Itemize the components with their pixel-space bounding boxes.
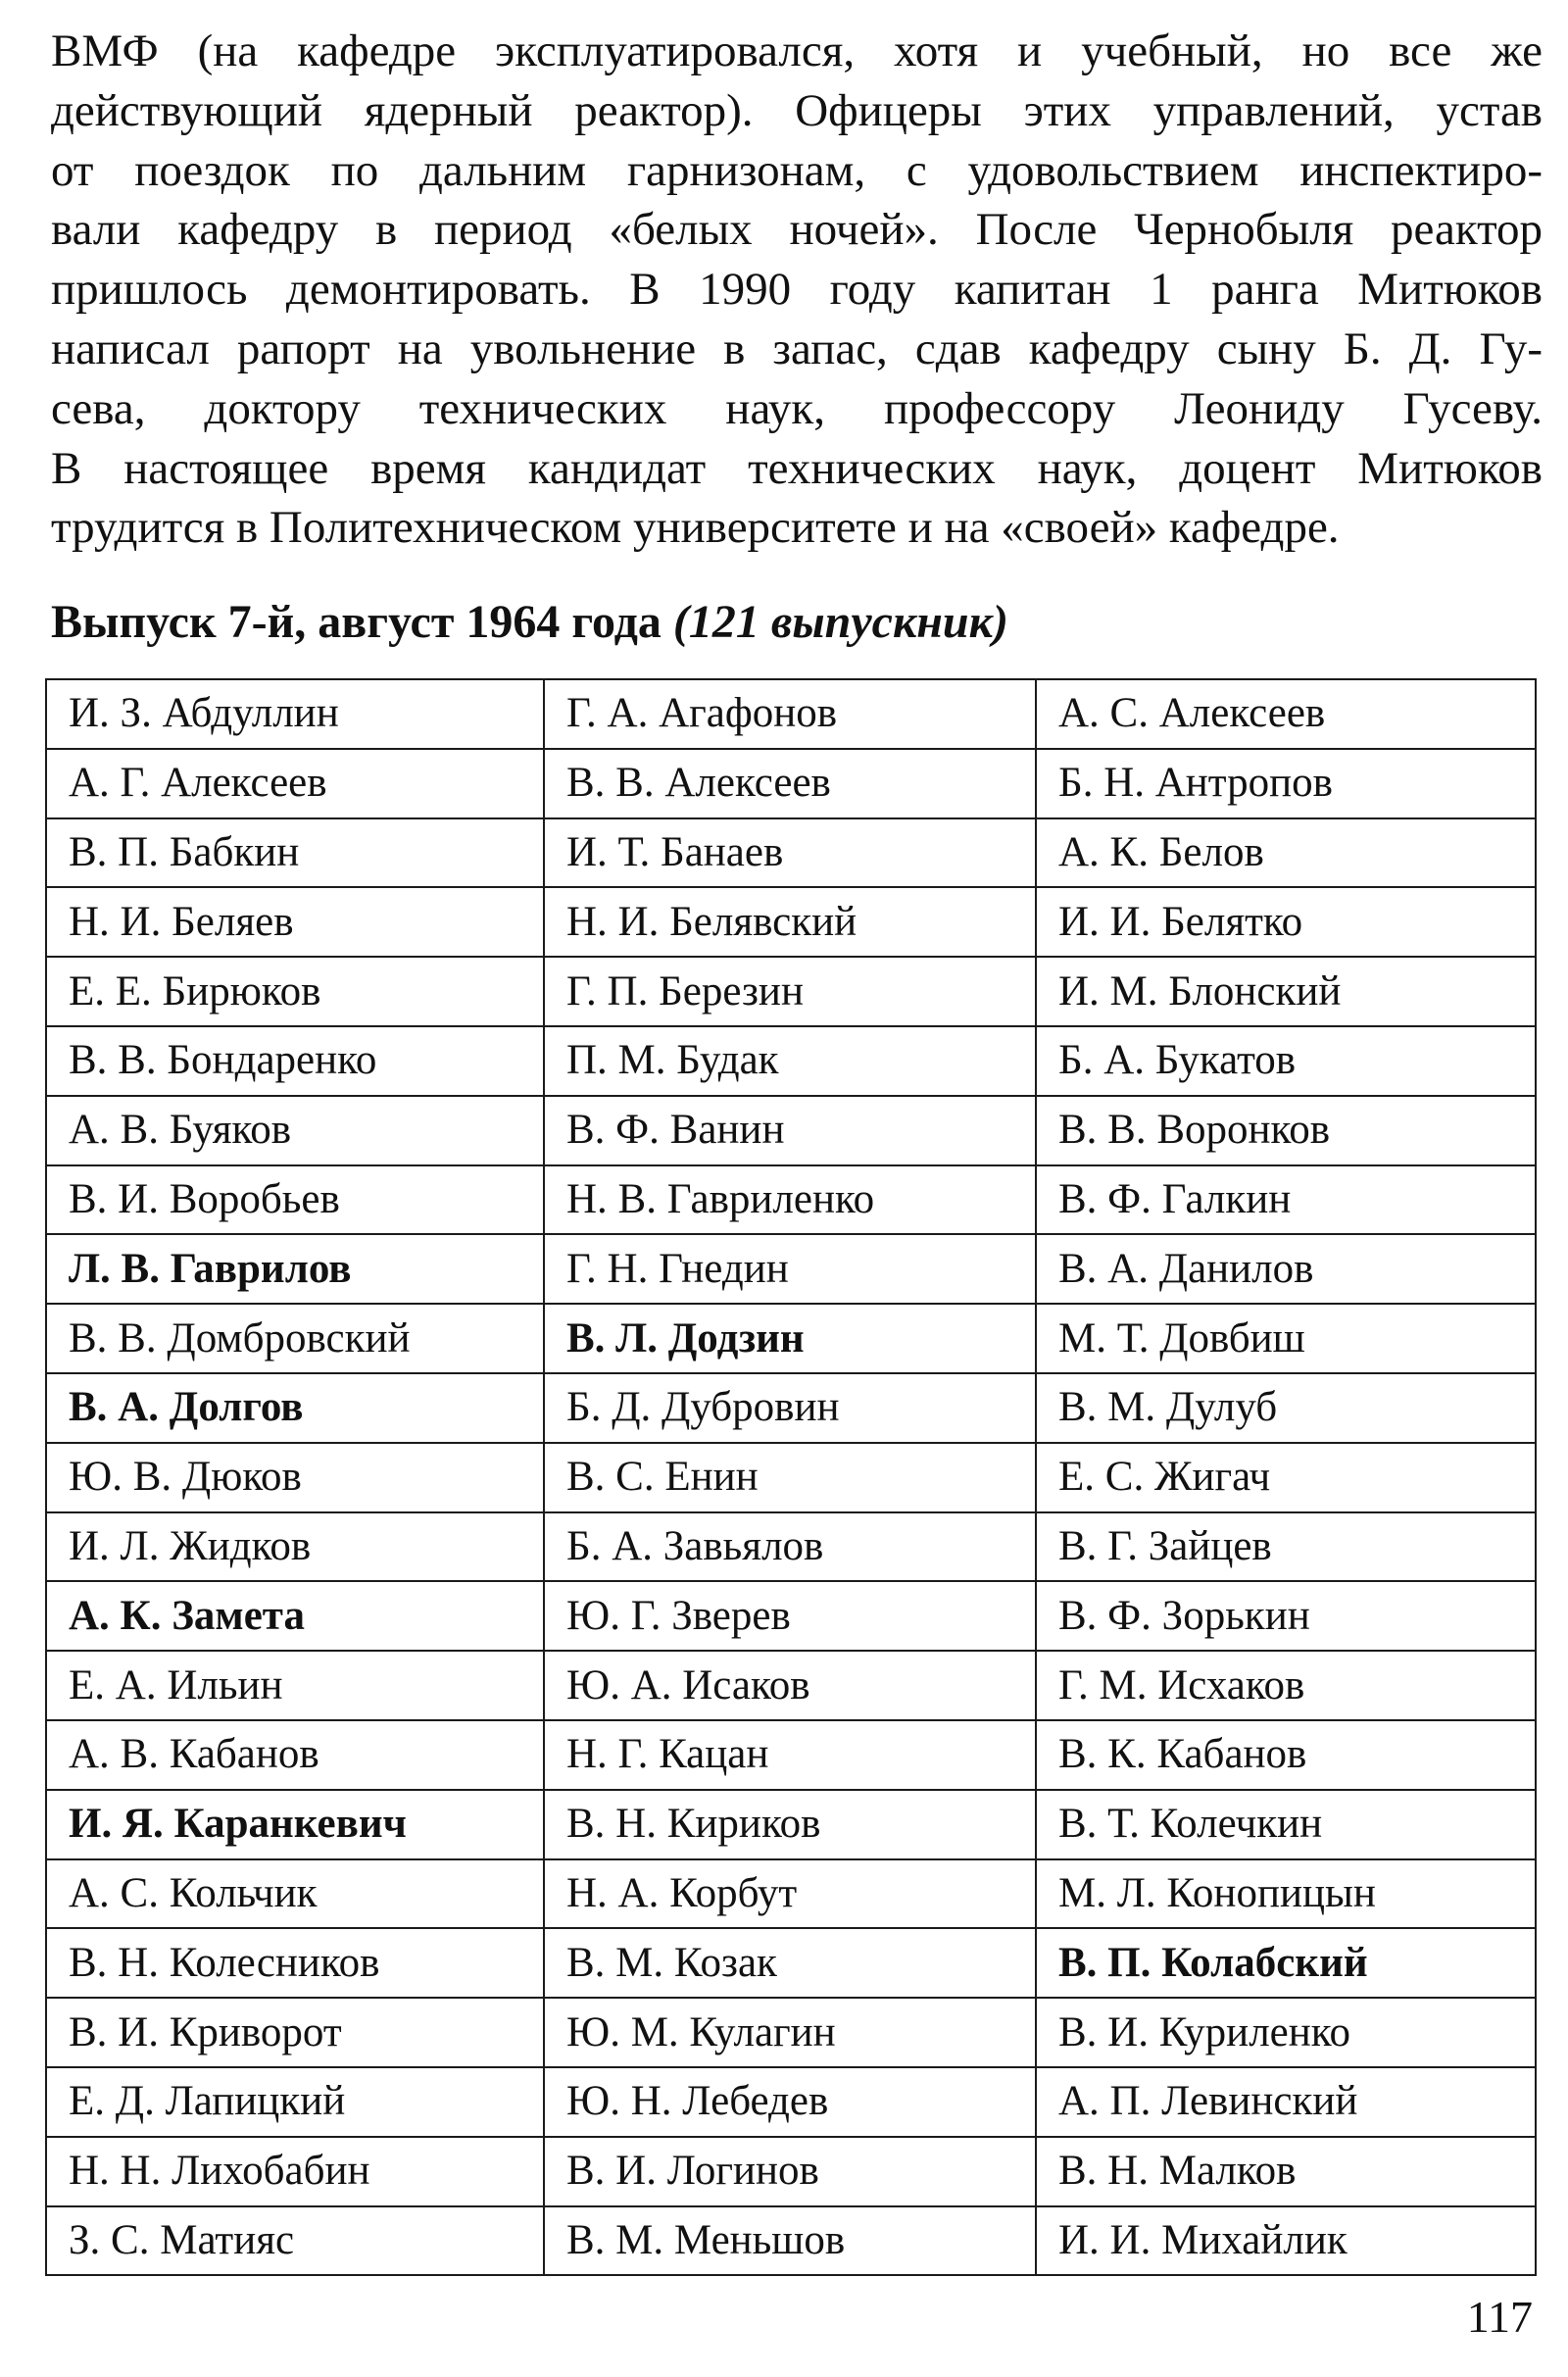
intro-line: действующий ядерный реактор). Офицеры этих управлений, устав bbox=[51, 84, 1543, 136]
graduates-table-body bbox=[46, 679, 1536, 2275]
graduate-name-cell: Л. В. Гаврилов bbox=[46, 1234, 544, 1304]
graduate-name-cell: В. А. Данилов bbox=[1036, 1234, 1536, 1304]
graduate-name-cell: В. Ф. Зорькин bbox=[1036, 1581, 1536, 1651]
table-row bbox=[46, 1998, 1536, 2067]
graduate-name-cell: В. И. Криворот bbox=[46, 1998, 544, 2067]
graduate-name-cell: Г. П. Березин bbox=[544, 957, 1036, 1026]
graduate-name-cell: В. И. Куриленко bbox=[1036, 1998, 1536, 2067]
table-row bbox=[46, 2206, 1536, 2276]
graduate-name-cell: Г. М. Исхаков bbox=[1036, 1651, 1536, 1720]
graduate-name-cell: Ю. М. Кулагин bbox=[544, 1998, 1036, 2067]
table-row bbox=[46, 679, 1536, 749]
table-row bbox=[46, 749, 1536, 818]
intro-line: вали кафедру в период «белых ночей». После Чернобыля реактор bbox=[51, 204, 1543, 256]
graduate-name-cell: П. М. Будак bbox=[544, 1026, 1036, 1096]
graduate-name-cell: В. М. Дулуб bbox=[1036, 1373, 1536, 1443]
graduate-name-cell: З. С. Матияс bbox=[46, 2206, 544, 2276]
graduate-name-cell: Б. Д. Дубровин bbox=[544, 1373, 1036, 1443]
graduate-name-cell: В. П. Бабкин bbox=[46, 818, 544, 888]
graduate-name-cell: И. М. Блонский bbox=[1036, 957, 1536, 1026]
table-row bbox=[46, 1581, 1536, 1651]
graduate-name-cell: Ю. В. Дюков bbox=[46, 1443, 544, 1512]
table-row bbox=[46, 1720, 1536, 1790]
graduate-name-cell: А. С. Алексеев bbox=[1036, 679, 1536, 749]
graduate-name-cell: Б. А. Завьялов bbox=[544, 1512, 1036, 1582]
graduate-name-cell: В. М. Меньшов bbox=[544, 2206, 1036, 2276]
section-heading-title: Выпуск 7-й, август 1964 года bbox=[51, 596, 662, 648]
graduate-name-cell: В. Г. Зайцев bbox=[1036, 1512, 1536, 1582]
graduate-name-cell: Н. И. Беляев bbox=[46, 887, 544, 957]
table-row bbox=[46, 1790, 1536, 1859]
table-row bbox=[46, 1096, 1536, 1165]
graduate-name-cell: В. И. Воробьев bbox=[46, 1165, 544, 1235]
intro-paragraph bbox=[51, 22, 1543, 558]
graduate-name-cell: В. К. Кабанов bbox=[1036, 1720, 1536, 1790]
graduate-name-cell: А. С. Кольчик bbox=[46, 1859, 544, 1929]
graduate-name-cell: Ю. Н. Лебедев bbox=[544, 2067, 1036, 2137]
intro-line: сева, доктору технических наук, профессору Леониду Гусеву. bbox=[51, 382, 1543, 434]
graduate-name-cell: В. П. Колабский bbox=[1036, 1928, 1536, 1998]
graduate-name-cell: Г. Н. Гнедин bbox=[544, 1234, 1036, 1304]
graduate-name-cell: В. Н. Колесников bbox=[46, 1928, 544, 1998]
graduate-name-cell: В. В. Воронков bbox=[1036, 1096, 1536, 1165]
graduate-name-cell: В. В. Алексеев bbox=[544, 749, 1036, 818]
graduate-name-cell: В. Ф. Галкин bbox=[1036, 1165, 1536, 1235]
graduate-name-cell: Н. И. Белявский bbox=[544, 887, 1036, 957]
graduate-name-cell: Б. Н. Антропов bbox=[1036, 749, 1536, 818]
section-heading bbox=[51, 593, 1008, 652]
graduate-name-cell: Ю. Г. Зверев bbox=[544, 1581, 1036, 1651]
table-row bbox=[46, 2137, 1536, 2206]
graduate-name-cell: Е. А. Ильин bbox=[46, 1651, 544, 1720]
graduate-name-cell: В. Л. Додзин bbox=[544, 1304, 1036, 1373]
intro-line: от поездок по дальним гарнизонам, с удовольствием инспектиро- bbox=[51, 144, 1543, 196]
graduate-name-cell: И. Л. Жидков bbox=[46, 1512, 544, 1582]
table-row bbox=[46, 1928, 1536, 1998]
table-row bbox=[46, 1165, 1536, 1235]
table-row bbox=[46, 1234, 1536, 1304]
table-row bbox=[46, 818, 1536, 888]
intro-line: В настоящее время кандидат технических наук, доцент Митюков bbox=[51, 442, 1543, 494]
table-row bbox=[46, 1651, 1536, 1720]
graduate-name-cell: И. Т. Банаев bbox=[544, 818, 1036, 888]
table-row bbox=[46, 1304, 1536, 1373]
graduate-name-cell: И. И. Михайлик bbox=[1036, 2206, 1536, 2276]
graduate-count: (121 выпускник) bbox=[672, 596, 1008, 648]
intro-line: трудится в Политехническом университете и на «своей» кафедре. bbox=[51, 502, 1340, 554]
graduate-name-cell: Н. В. Гавриленко bbox=[544, 1165, 1036, 1235]
table-row bbox=[46, 1859, 1536, 1929]
graduate-name-cell: А. К. Замета bbox=[46, 1581, 544, 1651]
graduate-name-cell: И. Я. Каранкевич bbox=[46, 1790, 544, 1859]
graduate-name-cell: Ю. А. Исаков bbox=[544, 1651, 1036, 1720]
graduate-name-cell: В. Н. Малков bbox=[1036, 2137, 1536, 2206]
table-row bbox=[46, 957, 1536, 1026]
graduate-name-cell: А. П. Левинский bbox=[1036, 2067, 1536, 2137]
graduate-name-cell: Н. Г. Кацан bbox=[544, 1720, 1036, 1790]
table-row bbox=[46, 1026, 1536, 1096]
intro-line: написал рапорт на увольнение в запас, сдав кафедру сыну Б. Д. Гу- bbox=[51, 322, 1543, 374]
intro-line: пришлось демонтировать. В 1990 году капитан 1 ранга Митюков bbox=[51, 264, 1543, 316]
page-number: 117 bbox=[1466, 2292, 1533, 2342]
table-row bbox=[46, 1443, 1536, 1512]
graduate-name-cell: В. В. Бондаренко bbox=[46, 1026, 544, 1096]
table-row bbox=[46, 1512, 1536, 1582]
graduate-name-cell: А. Г. Алексеев bbox=[46, 749, 544, 818]
graduate-name-cell: В. В. Домбровский bbox=[46, 1304, 544, 1373]
table-row bbox=[46, 2067, 1536, 2137]
graduate-name-cell: И. З. Абдуллин bbox=[46, 679, 544, 749]
graduate-name-cell: А. В. Буяков bbox=[46, 1096, 544, 1165]
graduate-name-cell: Е. Д. Лапицкий bbox=[46, 2067, 544, 2137]
graduate-name-cell: И. И. Белятко bbox=[1036, 887, 1536, 957]
graduate-name-cell: В. Ф. Ванин bbox=[544, 1096, 1036, 1165]
graduate-name-cell: М. Т. Довбиш bbox=[1036, 1304, 1536, 1373]
graduate-name-cell: Г. А. Агафонов bbox=[544, 679, 1036, 749]
graduate-name-cell: В. И. Логинов bbox=[544, 2137, 1036, 2206]
graduate-name-cell: Н. А. Корбут bbox=[544, 1859, 1036, 1929]
graduate-name-cell: А. К. Белов bbox=[1036, 818, 1536, 888]
graduate-name-cell: М. Л. Конопицын bbox=[1036, 1859, 1536, 1929]
graduate-name-cell: Б. А. Букатов bbox=[1036, 1026, 1536, 1096]
graduate-name-cell: В. М. Козак bbox=[544, 1928, 1036, 1998]
graduate-name-cell: В. Н. Кириков bbox=[544, 1790, 1036, 1859]
graduates-table bbox=[45, 678, 1537, 2276]
graduate-name-cell: В. С. Енин bbox=[544, 1443, 1036, 1512]
table-row bbox=[46, 1373, 1536, 1443]
graduate-name-cell: Е. Е. Бирюков bbox=[46, 957, 544, 1026]
table-row bbox=[46, 887, 1536, 957]
graduate-name-cell: В. Т. Колечкин bbox=[1036, 1790, 1536, 1859]
intro-line: ВМФ (на кафедре эксплуатировался, хотя и учебный, но все же bbox=[51, 25, 1543, 76]
graduate-name-cell: Е. С. Жигач bbox=[1036, 1443, 1536, 1512]
graduate-name-cell: А. В. Кабанов bbox=[46, 1720, 544, 1790]
graduate-name-cell: Н. Н. Лихобабин bbox=[46, 2137, 544, 2206]
graduate-name-cell: В. А. Долгов bbox=[46, 1373, 544, 1443]
